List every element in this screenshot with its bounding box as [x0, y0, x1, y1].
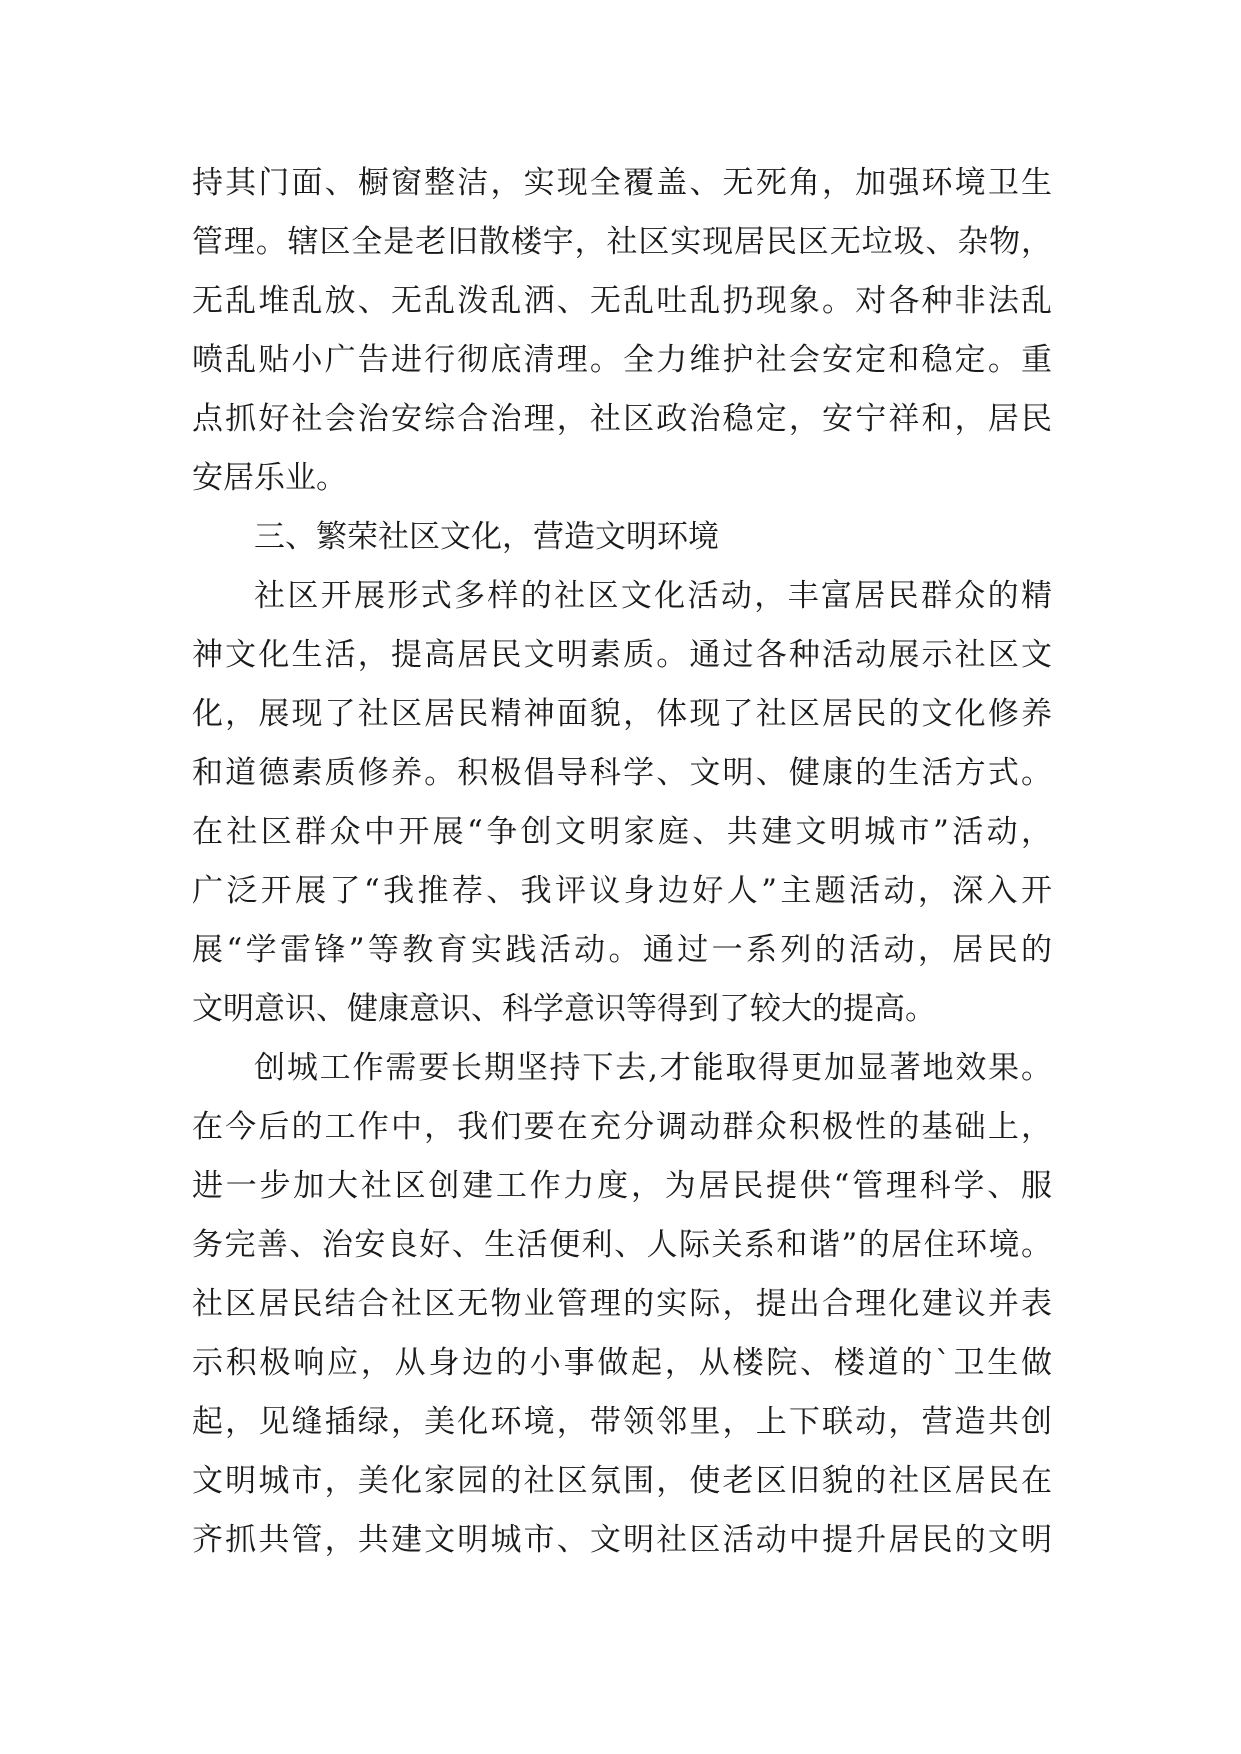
- text-line: 持其门面、橱窗整洁，实现全覆盖、无死角，加强环境卫生: [192, 165, 1052, 201]
- text-line: 社区开展形式多样的社区文化活动，丰富居民群众的精: [254, 578, 1052, 614]
- text-line: 齐抓共管，共建文明城市、文明社区活动中提升居民的文明: [192, 1522, 1052, 1558]
- text-line: 和道德素质修养。积极倡导科学、文明、健康的生活方式。: [192, 755, 1052, 791]
- text-line: 社区居民结合社区无物业管理的实际，提出合理化建议并表: [192, 1286, 1052, 1322]
- section-heading: 三、繁荣社区文化，营造文明环境: [254, 519, 719, 555]
- text-line: 管理。辖区全是老旧散楼宇，社区实现居民区无垃圾、杂物，: [192, 224, 1052, 260]
- document-body: [192, 154, 1052, 1570]
- text-line: 文明城市，美化家园的社区氛围，使老区旧貌的社区居民在: [192, 1463, 1052, 1499]
- text-line: 进一步加大社区创建工作力度，为居民提供“管理科学、服: [192, 1168, 1052, 1204]
- text-line: 文明意识、健康意识、科学意识等得到了较大的提高。: [192, 991, 936, 1027]
- text-line: 神文化生活，提高居民文明素质。通过各种活动展示社区文: [192, 637, 1052, 673]
- text-line: 在社区群众中开展“争创文明家庭、共建文明城市”活动，: [192, 814, 1052, 850]
- text-line: 示积极响应，从身边的小事做起，从楼院、楼道的`卫生做: [192, 1345, 1052, 1381]
- text-line: 起，见缝插绿，美化环境，带领邻里，上下联动，营造共创: [192, 1404, 1052, 1440]
- text-line: 无乱堆乱放、无乱泼乱洒、无乱吐乱扔现象。对各种非法乱: [192, 283, 1052, 319]
- text-line: 创城工作需要长期坚持下去,才能取得更加显著地效果。: [254, 1050, 1052, 1086]
- text-line: 务完善、治安良好、生活便利、人际关系和谐”的居住环境。: [192, 1227, 1052, 1263]
- text-line: 化，展现了社区居民精神面貌，体现了社区居民的文化修养: [192, 696, 1052, 732]
- text-line: 喷乱贴小广告进行彻底清理。全力维护社会安定和稳定。重: [192, 342, 1052, 378]
- text-line: 安居乐业。: [192, 460, 347, 496]
- text-line: 广泛开展了“我推荐、我评议身边好人”主题活动，深入开: [192, 873, 1052, 909]
- text-line: 在今后的工作中，我们要在充分调动群众积极性的基础上，: [192, 1109, 1052, 1145]
- text-line: 点抓好社会治安综合治理，社区政治稳定，安宁祥和，居民: [192, 401, 1052, 437]
- text-line: 展“学雷锋”等教育实践活动。通过一系列的活动，居民的: [192, 932, 1052, 968]
